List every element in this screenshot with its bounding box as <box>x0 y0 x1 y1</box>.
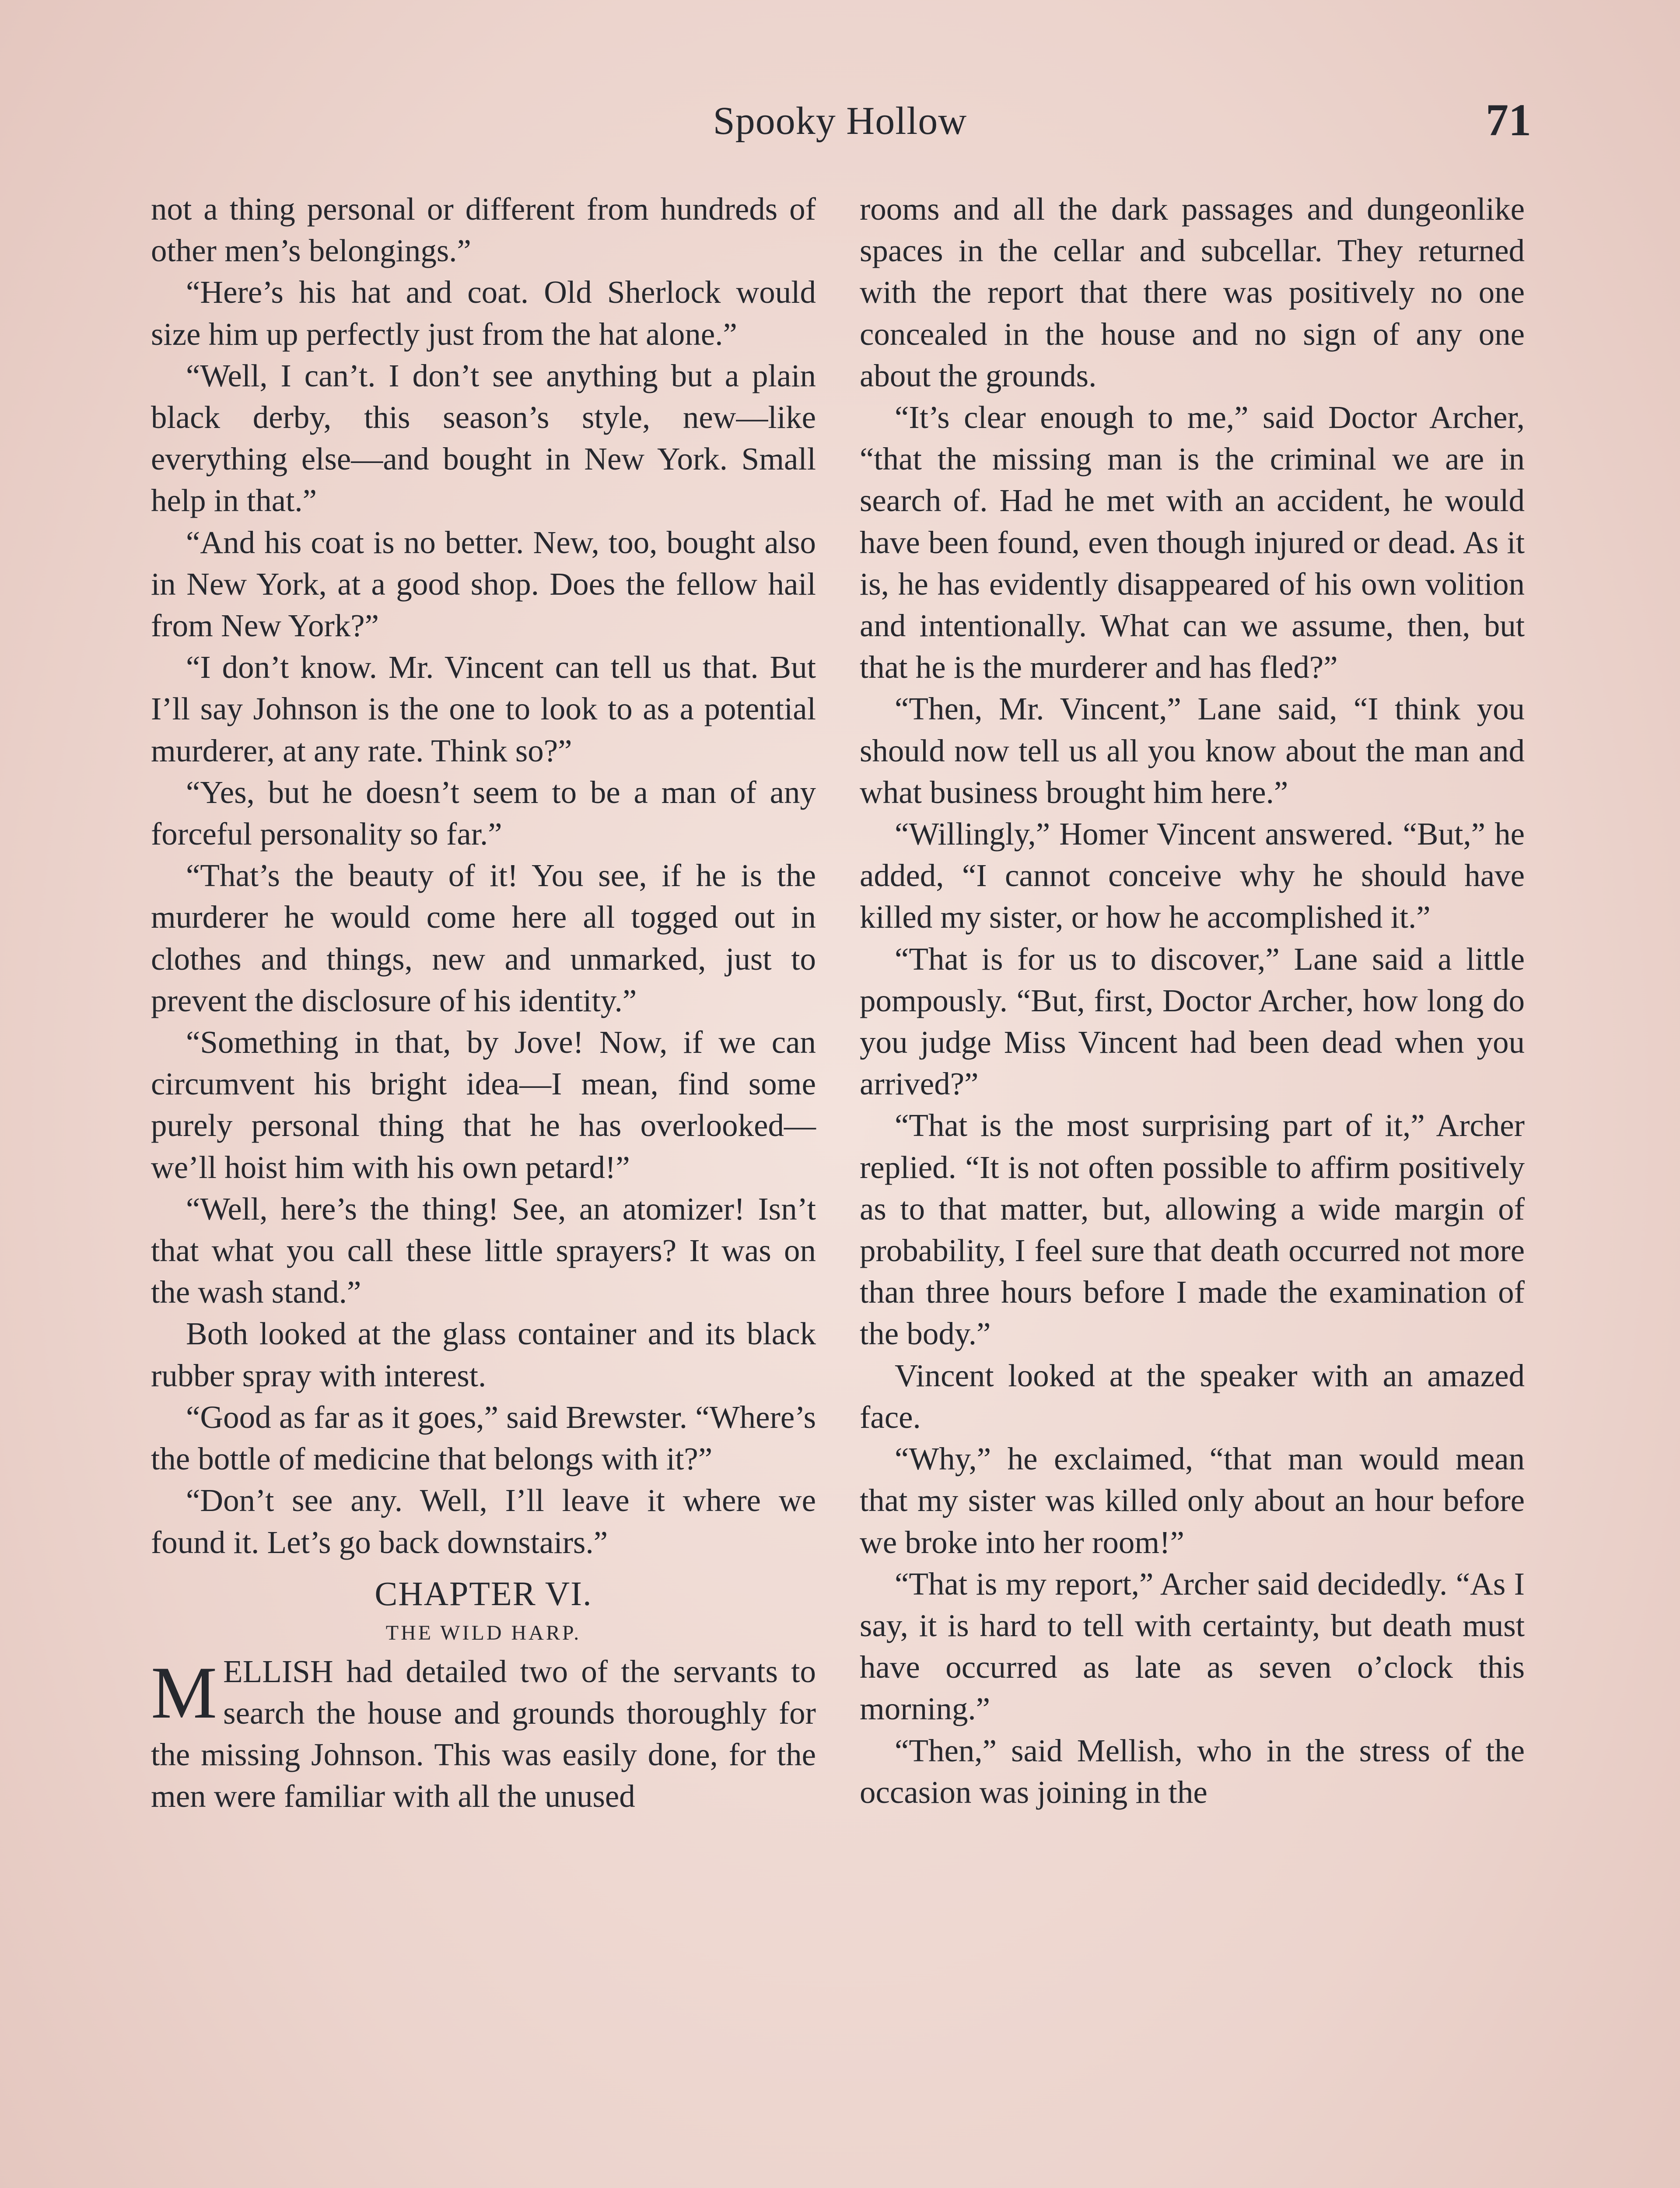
paragraph: Vincent looked at the speaker with an amazed face. <box>860 1357 1525 1435</box>
paragraph: not a thing personal or different from hundreds of other men’s belongings.” <box>151 191 816 269</box>
paragraph-text: ELLISH had detailed two of the servants to search the house and grounds thoroughly for the missing Johnson. This was easily done, for the men were familiar with all the unused <box>151 1653 816 1814</box>
paragraph: “Why,” he exclaimed, “that man would mean that my sister was killed only about an hour before we broke into her room!” <box>860 1441 1525 1560</box>
running-title: Spooky Hollow <box>713 99 967 143</box>
paragraph: “Yes, but he doesn’t seem to be a man of any forceful personality so far.” <box>151 774 816 852</box>
paragraph: “Then,” said Mellish, who in the stress of the occasion was joining in the <box>860 1732 1525 1810</box>
paragraph: “That is for us to discover,” Lane said a little pompously. “But, first, Doctor Archer, how long do you judge Miss Vincent had been dead when you arrived?” <box>860 941 1525 1102</box>
paragraph: “Good as far as it goes,” said Brewster. “Where’s the bottle of medicine that belongs with it?” <box>151 1399 816 1477</box>
left-column <box>151 188 816 1817</box>
paragraph: “Willingly,” Homer Vincent answered. “But,” he added, “I cannot conceive why he should have killed my sister, or how he accomplished it.” <box>860 816 1525 935</box>
paragraph: “I don’t know. Mr. Vincent can tell us that. But I’ll say Johnson is the one to look to as a potential murderer, at any rate. Think so?” <box>151 649 816 768</box>
page-header <box>149 94 1531 160</box>
paragraph: Both looked at the glass container and its black rubber spray with interest. <box>151 1316 816 1393</box>
chapter-title: CHAPTER VI. <box>374 1574 592 1613</box>
paragraph: “Well, here’s the thing! See, an atomizer! Isn’t that what you call these little sprayers? It was on the wash stand.” <box>151 1191 816 1310</box>
paragraph: “That is my report,” Archer said decidedly. “As I say, it is hard to tell with certainty, but death must have occurred as late as seven o’clock this morning.” <box>860 1566 1525 1727</box>
chapter-heading <box>151 1572 816 1651</box>
paragraph: “Well, I can’t. I don’t see anything but a plain black derby, this season’s style, new—like everything else—and bought in New York. Small help in that.” <box>151 358 816 519</box>
chapter-opening-paragraph <box>151 1651 816 1817</box>
paragraph: “Then, Mr. Vincent,” Lane said, “I think you should now tell us all you know about the man and what business brought him here.” <box>860 691 1525 810</box>
right-column <box>860 188 1525 1813</box>
paragraph: “That is the most surprising part of it,” Archer replied. “It is not often possible to affirm positively as to that matter, but, allowing a wide margin of probability, I feel sure that death occurred not more than three hours before I made the examination of the body.” <box>860 1108 1525 1352</box>
paragraph: “Don’t see any. Well, I’ll leave it where we found it. Let’s go back downstairs.” <box>151 1483 816 1560</box>
page-number: 71 <box>1486 95 1531 145</box>
drop-cap: M <box>151 1651 217 1734</box>
paragraph: “Something in that, by Jove! Now, if we can circumvent his bright idea—I mean, find some purely personal thing that he has overlooked—we’ll hoist him with his own petard!” <box>151 1024 816 1185</box>
paragraph: “That’s the beauty of it! You see, if he is the murderer he would come here all togged out in clothes and things, new and unmarked, just to prevent the disclosure of his identity.” <box>151 858 816 1018</box>
paragraph: “It’s clear enough to me,” said Doctor Archer, “that the missing man is the criminal we are in search of. Had he met with an accident, he would have been found, even though injured or dead. As it is, he has evidently disappeared of his own volition and intentionally. What can we assume, then, but that he is the murderer and has fled?” <box>860 400 1525 685</box>
paragraph: “Here’s his hat and coat. Old Sherlock would size him up perfectly just from the hat alone.” <box>151 274 816 352</box>
paragraph: rooms and all the dark passages and dungeonlike spaces in the cellar and subcellar. They returned with the report that there was positively no one concealed in the house and no sign of any one about the grounds. <box>860 191 1525 393</box>
paragraph: “And his coat is no better. New, too, bought also in New York, at a good shop. Does the fellow hail from New York?” <box>151 524 816 644</box>
chapter-subtitle: THE WILD HARP. <box>385 1621 581 1645</box>
